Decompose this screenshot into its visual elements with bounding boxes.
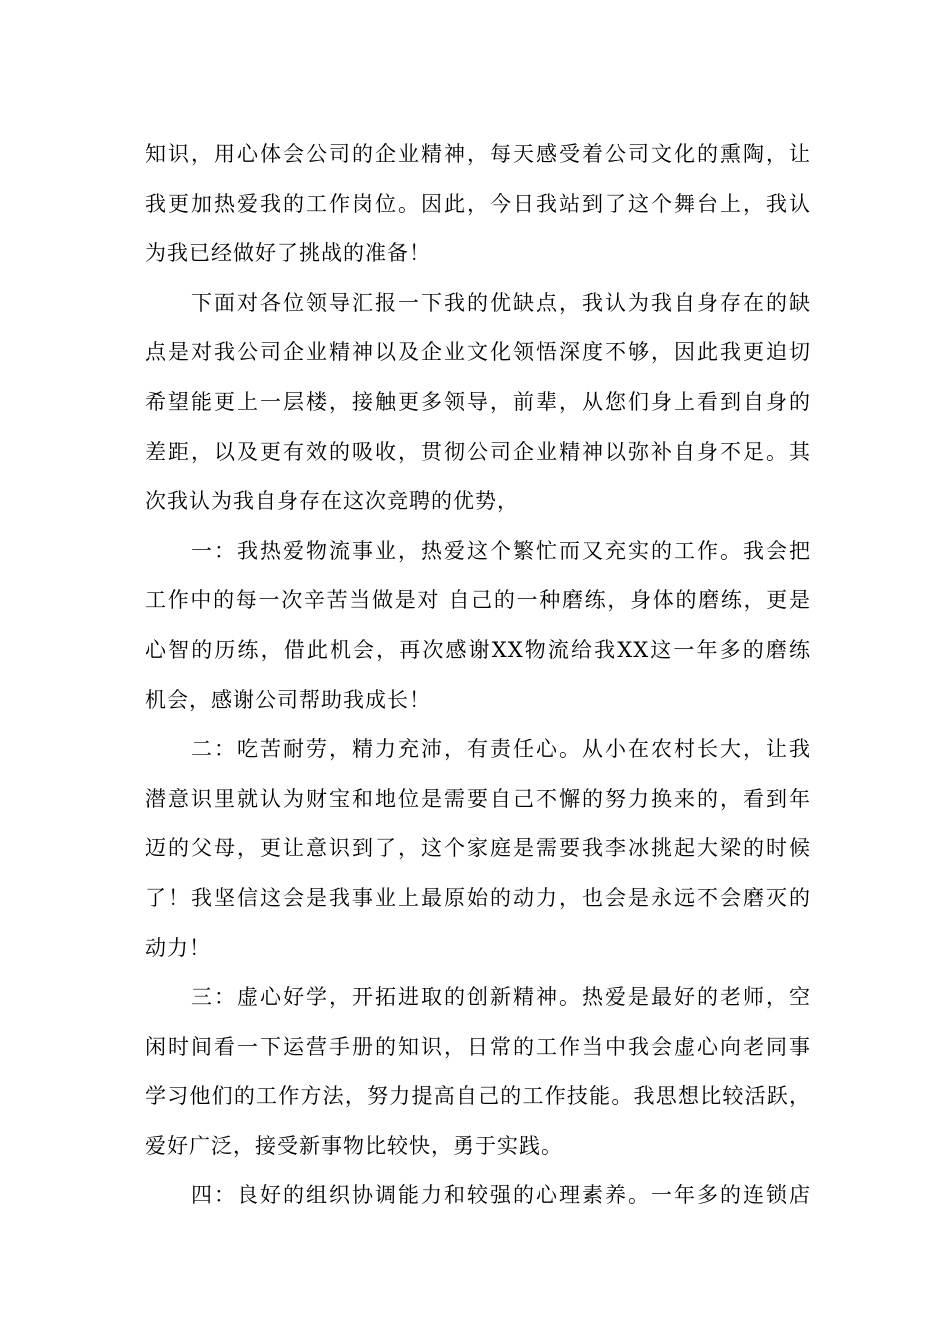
- body-text: [145, 130, 811, 1221]
- text-line: 差距，以及更有效的吸收，贯彻公司企业精神以弥补自身不足。其: [145, 439, 811, 464]
- text-line: 心智的历练，借此机会，再次感谢XX物流给我XX这一年多的磨练: [145, 637, 811, 662]
- text-line: 为我已经做好了挑战的准备！: [145, 241, 431, 266]
- text-line: 希望能更上一层楼，接触更多领导，前辈，从您们身上看到自身的: [145, 389, 811, 414]
- text-line: 机会，感谢公司帮助我成长！: [145, 687, 431, 712]
- text-line: 潜意识里就认为财宝和地位是需要自己不懈的努力换来的，看到年: [145, 786, 811, 811]
- paragraph-first-line: 四：良好的组织协调能力和较强的心理素养。一年多的连锁店: [191, 1183, 811, 1208]
- text-line: 闲时间看一下运营手册的知识，日常的工作当中我会虚心向老同事: [145, 1034, 811, 1059]
- paragraph-first-line: 三：虚心好学，开拓进取的创新精神。热爱是最好的老师，空: [191, 985, 811, 1010]
- text-line: 知识，用心体会公司的企业精神，每天感受着公司文化的熏陶，让: [145, 142, 811, 166]
- text-line: 爱好广泛，接受新事物比较快，勇于实践。: [145, 1133, 563, 1158]
- text-line: 工作中的每一次辛苦当做是对 自己的一种磨练，身体的磨练，更是: [145, 588, 811, 613]
- text-line: 了！我坚信这会是我事业上最原始的动力，也会是永远不会磨灭的: [145, 885, 811, 910]
- paragraph-first-line: 一：我热爱物流事业，热爱这个繁忙而又充实的工作。我会把: [191, 538, 811, 563]
- text-line: 点是对我公司企业精神以及企业文化领悟深度不够，因此我更迫切: [145, 340, 811, 365]
- text-line: 我更加热爱我的工作岗位。因此，今日我站到了这个舞台上，我认: [145, 191, 811, 216]
- text-line: 次我认为我自身存在这次竞聘的优势，: [145, 489, 519, 514]
- paragraph-first-line: 下面对各位领导汇报一下我的优缺点，我认为我自身存在的缺: [191, 290, 811, 315]
- text-line: 学习他们的工作方法，努力提高自己的工作技能。我思想比较活跃，: [145, 1084, 811, 1109]
- paragraph-first-line: 二：吃苦耐劳，精力充沛，有责任心。从小在农村长大，让我: [191, 737, 811, 762]
- text-line: 动力！: [145, 935, 211, 960]
- text-line: 迈的父母，更让意识到了，这个家庭是需要我李冰挑起大梁的时候: [145, 836, 811, 861]
